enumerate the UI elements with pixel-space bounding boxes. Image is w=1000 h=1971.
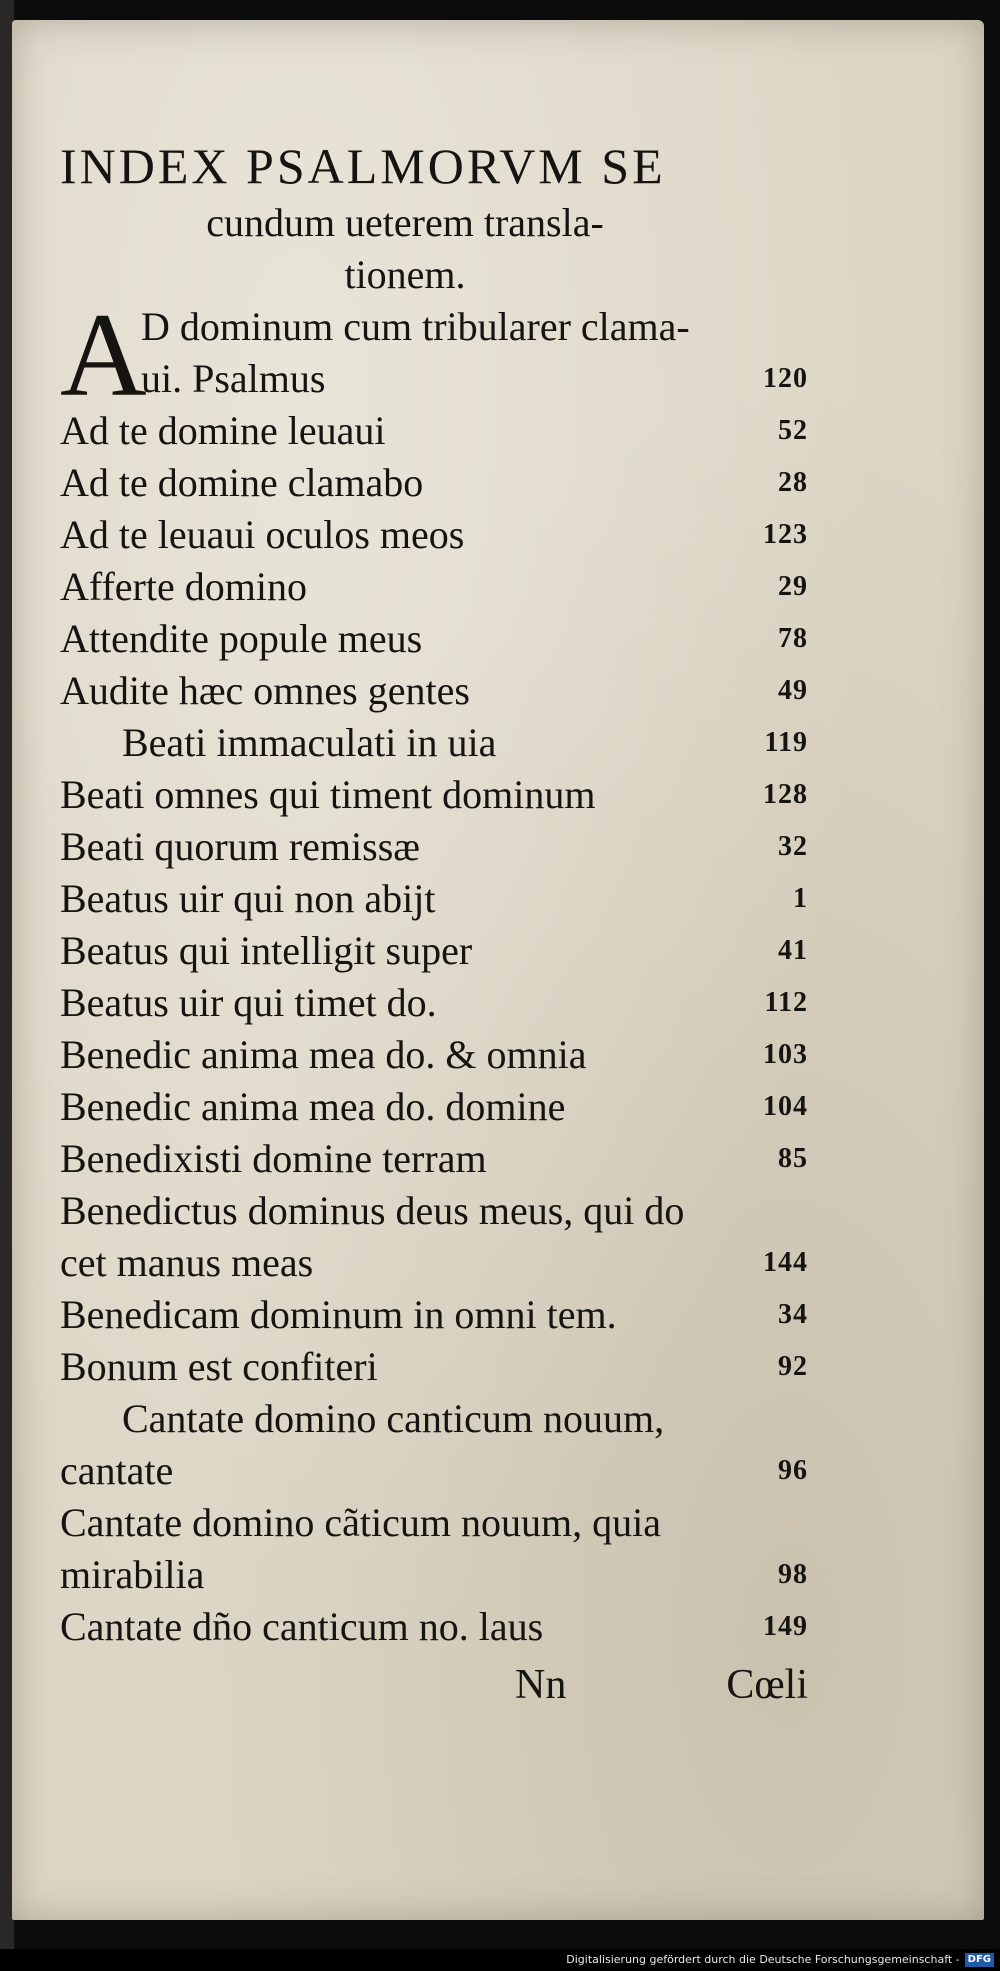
entry-text: Cantate dño canticum no. laus <box>60 1604 544 1649</box>
index-entries <box>60 405 808 1653</box>
entry-text: Attendite popule meus <box>60 616 423 661</box>
entry-text: Ad te domine leuaui <box>60 408 386 453</box>
first-index-entry <box>60 288 808 421</box>
entry-text: Afferte domino <box>60 564 307 609</box>
psalm-number: 149 <box>763 1611 808 1642</box>
psalm-number: 78 <box>778 623 808 654</box>
entry-text: Ad te domine clamabo <box>60 460 424 505</box>
first-entry-text: ui. Psalmus <box>141 356 326 401</box>
psalm-number: 123 <box>763 519 808 550</box>
index-entry <box>60 1341 808 1393</box>
entry-text: Cantate domino canticum nouum, <box>122 1396 665 1441</box>
entry-text: cantate <box>60 1448 174 1493</box>
psalm-number: 34 <box>778 1299 808 1330</box>
index-entry <box>60 405 808 457</box>
index-entry <box>60 1029 808 1081</box>
entry-text: Benedixisti domine terram <box>60 1136 487 1181</box>
entry-text: Audite hæc omnes gentes <box>60 668 470 713</box>
index-entry <box>60 457 808 509</box>
index-entry <box>60 821 808 873</box>
index-entry <box>60 873 808 925</box>
index-text-block <box>60 135 808 1717</box>
psalm-number: 98 <box>778 1559 808 1590</box>
entry-text: Benedic anima mea do. & omnia <box>60 1032 587 1077</box>
index-entry <box>60 509 808 561</box>
entry-text: Bonum est confiteri <box>60 1344 378 1389</box>
dfg-logo: DFG <box>965 1953 994 1967</box>
index-entry <box>60 1497 808 1549</box>
psalm-number: 41 <box>778 935 808 966</box>
index-title-line-3: tionem. <box>344 252 466 297</box>
credit-text: Digitalisierung gefördert durch die Deutsche Forschungsgemeinschaft - <box>566 1953 960 1966</box>
index-entry <box>60 717 808 769</box>
index-entry <box>60 1081 808 1133</box>
psalm-number: 49 <box>778 675 808 706</box>
index-entry <box>60 1393 808 1445</box>
catchword: Cœli <box>726 1662 808 1708</box>
entry-text: Beati omnes qui timent dominum <box>60 772 596 817</box>
entry-text: cet manus meas <box>60 1240 314 1285</box>
psalm-number: 92 <box>778 1351 808 1382</box>
entry-text: Beatus uir qui non abijt <box>60 876 436 921</box>
index-entry <box>60 1601 808 1653</box>
psalm-number: 144 <box>763 1247 808 1278</box>
first-entry-line-2 <box>141 353 808 405</box>
index-entry <box>60 1185 808 1237</box>
entry-text: Benedicam dominum in omni tem. <box>60 1292 617 1337</box>
psalm-number: 103 <box>763 1039 808 1070</box>
signature-mark: Nn <box>515 1662 567 1708</box>
entry-text: Beati quorum remissæ <box>60 824 420 869</box>
psalm-number: 119 <box>764 727 808 758</box>
digitization-credit <box>566 1952 994 1968</box>
entry-text: Benedictus dominus deus meus, qui do <box>60 1188 685 1233</box>
index-entry <box>60 1445 808 1497</box>
entry-text: Beatus qui intelligit super <box>60 928 473 973</box>
psalm-number: 112 <box>764 987 808 1018</box>
entry-text: Beati immaculati in uia <box>122 720 497 765</box>
index-entry <box>60 561 808 613</box>
entry-text: Benedic anima mea do. domine <box>60 1084 566 1129</box>
first-entry-line-1: D dominum cum tribularer clama- <box>141 304 690 349</box>
index-entry <box>60 1549 808 1601</box>
entry-text: Cantate domino cãticum nouum, quia <box>60 1500 661 1545</box>
psalm-number: 128 <box>763 779 808 810</box>
psalm-number: 120 <box>763 363 808 394</box>
index-entry <box>60 925 808 977</box>
index-title-line-1: INDEX PSALMORVM SE <box>60 138 666 194</box>
index-title-line-2: cundum ueterem transla- <box>206 200 604 245</box>
psalm-number: 85 <box>778 1143 808 1174</box>
index-entry <box>60 1289 808 1341</box>
entry-text: Beatus uir qui timet do. <box>60 980 437 1025</box>
psalm-number: 32 <box>778 831 808 862</box>
psalm-number: 52 <box>778 415 808 446</box>
index-entry <box>60 1237 808 1289</box>
book-page <box>12 20 984 1920</box>
entry-text: Ad te leuaui oculos meos <box>60 512 465 557</box>
psalm-number: 1 <box>793 883 808 914</box>
index-entry <box>60 769 808 821</box>
index-entry <box>60 665 808 717</box>
index-entry <box>60 1133 808 1185</box>
psalm-number: 96 <box>778 1455 808 1486</box>
psalm-number: 104 <box>763 1091 808 1122</box>
index-entry <box>60 977 808 1029</box>
entry-text: mirabilia <box>60 1552 205 1597</box>
decorative-initial: A <box>60 288 147 421</box>
page-footer-line <box>60 1653 808 1717</box>
psalm-number: 28 <box>778 467 808 498</box>
psalm-number: 29 <box>778 571 808 602</box>
index-entry <box>60 613 808 665</box>
